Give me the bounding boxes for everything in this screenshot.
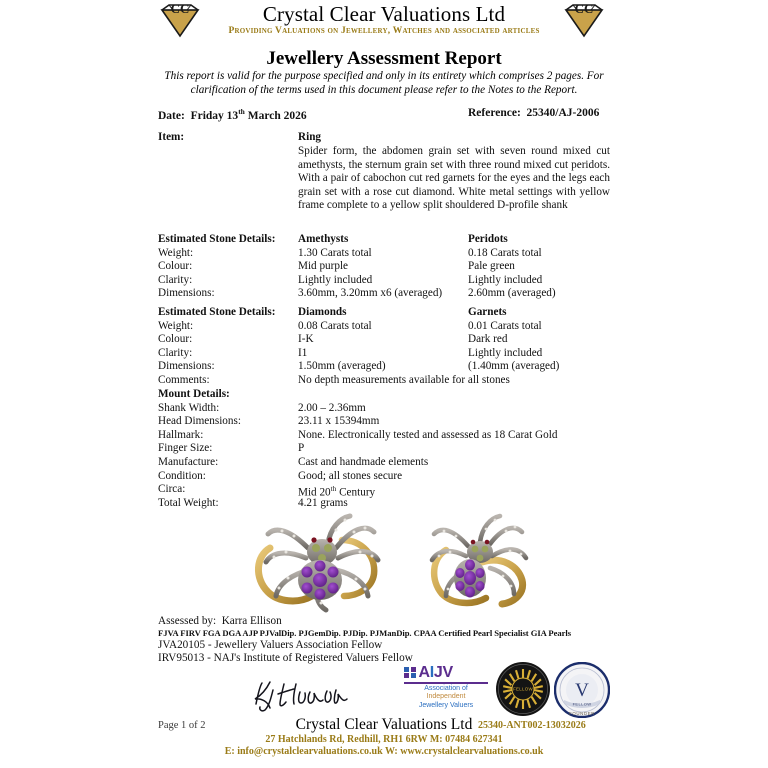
mount-row-value: Cast and handmade elements (298, 455, 429, 468)
svg-text:CC: CC (574, 2, 594, 16)
assessor-name: Karra Ellison (221, 615, 282, 627)
stone-details-label: Estimated Stone Details: (158, 306, 276, 318)
table-row (158, 274, 610, 288)
table-row (158, 320, 610, 334)
naj-fellow-seal (496, 662, 550, 721)
mount-row (158, 470, 610, 484)
row-value-b: 0.18 Carats total (468, 246, 542, 259)
footer-reference-code: 25340-ANT002-13032026 (478, 720, 586, 731)
svg-text:FOUNDER: FOUNDER (569, 711, 595, 716)
table-row (158, 360, 610, 374)
mount-row-label: Hallmark: (158, 428, 204, 441)
stone-column-b-header: Garnets (468, 306, 507, 318)
row-value-a: I-K (298, 333, 314, 346)
page-number: Page 1 of 2 (158, 720, 206, 731)
mount-row-value: None. Electronically tested and assessed as 18 Carat Gold (298, 428, 558, 441)
stone-column-a-header: Diamonds (298, 306, 347, 318)
row-label: Weight: (158, 319, 194, 332)
stone-column-b-header: Peridots (468, 233, 508, 245)
circa-label: Circa: (158, 483, 186, 496)
assessed-by-line (158, 615, 618, 628)
mount-row (158, 429, 610, 443)
aijv-subtitle-line-1: Association of (424, 684, 468, 692)
validity-note: This report is valid for the purpose specified and only in its entirety which comprises 2 pages. For clarification of the terms used in this document please refer to the Notes to the Report. (164, 70, 604, 96)
row-value-b: Lightly included (468, 346, 543, 359)
aijv-logo (404, 664, 488, 710)
table-row (158, 347, 610, 361)
date-value: Friday 13th March 2026 (190, 107, 307, 122)
row-value-a: Lightly included (298, 273, 373, 286)
row-value-a: 1.30 Carats total (298, 246, 372, 259)
row-label: Colour: (158, 333, 193, 346)
document-footer (0, 714, 768, 768)
ring-photo-right (432, 516, 526, 604)
mount-row-value: 23.11 x 15394mm (298, 415, 380, 428)
mount-row-value: 2.00 – 2.36mm (298, 401, 366, 414)
item-description: Spider form, the abdomen grain set with seven round mixed cut amethysts, the sternum grain set with three round mixed cut peridots. With a pair of cabochon cut red garnets for the eyes and the legs each grain set with a rose cut diamond. White metal settings with yellow frame complete to a yellow split shouldered D-profile shank (298, 145, 610, 212)
item-label: Item: (158, 131, 185, 143)
row-value-b: 0.01 Carats total (468, 319, 542, 332)
footer-contact: E: info@crystalclearvaluations.co.uk W: www.crystalclearvaluations.co.uk (224, 746, 544, 757)
company-tagline: Providing Valuations on Jewellery, Watches and associated articles (228, 26, 540, 36)
row-value-a: 1.50mm (averaged) (298, 360, 386, 373)
row-label: Clarity: (158, 273, 193, 286)
row-value-a: Mid purple (298, 260, 349, 273)
row-label: Weight: (158, 246, 194, 259)
mount-details-section (158, 388, 610, 510)
circa-value: Mid 20th Century (298, 485, 376, 499)
mount-row (158, 402, 610, 416)
total-weight-label: Total Weight: (158, 496, 219, 509)
footer-address: 27 Hatchlands Rd, Redhill, RH1 6RW M: 07484 627341 (265, 734, 503, 745)
row-label: Dimensions: (158, 287, 215, 300)
svg-text:FELLOW: FELLOW (572, 701, 592, 707)
reference-value: 25340/AJ-2006 (526, 107, 600, 119)
stone-column-a-header: Amethysts (298, 233, 349, 245)
table-row (158, 247, 610, 261)
document-header (0, 0, 768, 44)
row-value-b: 2.60mm (averaged) (468, 287, 556, 300)
mount-row-label: Condition: (158, 469, 206, 482)
aijv-subtitle (404, 685, 488, 711)
mount-row (158, 415, 610, 429)
accreditation-badges (404, 662, 620, 720)
report-reference (468, 107, 599, 119)
row-value-a: 0.08 Carats total (298, 319, 372, 332)
stone-details-table-1 (158, 233, 610, 301)
svg-text:V: V (575, 680, 589, 701)
table-row (158, 287, 610, 301)
aijv-initials: AIJV (418, 663, 453, 681)
row-value-b: (1.40mm (averaged) (468, 360, 560, 373)
date-label: Date: (158, 109, 185, 122)
svg-text:FELLOW: FELLOW (513, 686, 533, 692)
assessor-signature (248, 678, 358, 712)
aijv-subtitle-line-3: Jewellery Valuers (418, 701, 474, 709)
assessed-by-label: Assessed by: (158, 615, 217, 627)
company-name-heading: Crystal Clear Valuations Ltd (262, 2, 506, 26)
mount-row-label: Head Dimensions: (158, 415, 241, 428)
mount-row-circa (158, 483, 610, 497)
comments-label: Comments: (158, 373, 210, 386)
table-row (158, 333, 610, 347)
row-value-b: Pale green (468, 260, 515, 273)
comments-value: No depth measurements available for all stones (298, 373, 510, 386)
aijv-squares-icon (404, 667, 416, 679)
mount-row-value: P (298, 442, 305, 455)
row-value-b: Lightly included (468, 273, 543, 286)
total-weight-value: 4.21 grams (298, 496, 348, 509)
item-photographs (250, 500, 540, 618)
mount-row-label: Manufacture: (158, 455, 219, 468)
assessor-membership-1: JVA20105 - Jewellery Valuers Association Fellow (158, 639, 383, 651)
assessor-credentials: FJVA FIRV FGA DGA AJP PJValDip. PJGemDip. PJDip. PJManDip. CPAA Certified Pearl Specialist GIA Pearls (158, 628, 572, 638)
table-header-row (158, 306, 610, 320)
svg-text:CC: CC (170, 2, 190, 16)
row-label: Dimensions: (158, 360, 215, 373)
mount-row (158, 456, 610, 470)
assessor-membership-2: IRV95013 - NAJ's Institute of Registered Valuers Fellow (158, 652, 413, 665)
stone-details-table-2 (158, 306, 610, 388)
report-title: Jewellery Assessment Report (266, 48, 502, 69)
report-date (158, 107, 307, 122)
mount-row-label: Finger Size: (158, 442, 213, 455)
row-value-b: Dark red (468, 333, 508, 346)
table-row (158, 260, 610, 274)
mount-row (158, 442, 610, 456)
aijv-subtitle-line-2: Independent (426, 693, 466, 701)
row-label: Clarity: (158, 346, 193, 359)
mount-row-value: Good; all stones secure (298, 469, 403, 482)
item-name: Ring (298, 131, 322, 143)
aijv-divider (404, 682, 488, 684)
table-header-row (158, 233, 610, 247)
company-logo-right (556, 2, 612, 42)
row-value-a: I1 (298, 346, 308, 359)
stone-details-label: Estimated Stone Details: (158, 233, 276, 245)
ring-photo-left (258, 516, 378, 610)
row-label: Colour: (158, 260, 193, 273)
row-value-a: 3.60mm, 3.20mm x6 (averaged) (298, 287, 443, 300)
assessor-section (158, 615, 618, 666)
mount-details-heading: Mount Details: (158, 388, 230, 400)
comments-row (158, 374, 610, 388)
footer-company-name: Crystal Clear Valuations Ltd (295, 716, 473, 733)
mount-row-label: Shank Width: (158, 401, 220, 414)
reference-label: Reference: (468, 107, 521, 119)
